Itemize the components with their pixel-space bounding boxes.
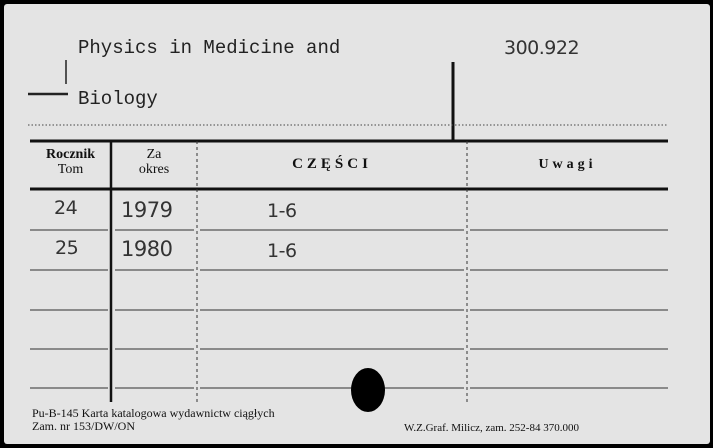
row-2-okres: 1980: [121, 237, 173, 261]
title-line-1: Physics in Medicine and: [78, 37, 341, 59]
catalog-card: [4, 4, 710, 444]
header-rocznik: Rocznik: [46, 147, 95, 162]
header-za-okres: [111, 147, 197, 177]
card-rules: [4, 4, 710, 444]
title-line-2: Biology: [78, 88, 158, 110]
header-rocznik-tom: [30, 147, 111, 177]
row-1-tom: 24: [54, 197, 78, 219]
header-za: Za: [146, 147, 162, 162]
header-czesci: CZĘŚCI: [292, 156, 372, 172]
header-uwagi: Uwagi: [538, 157, 597, 172]
row-1-okres: 1979: [121, 198, 173, 222]
call-number: 300.922: [504, 37, 580, 59]
header-okres: okres: [138, 162, 170, 177]
header-tom: Tom: [57, 162, 84, 177]
row-1-czesci: 1-6: [267, 200, 297, 222]
footer-line-1: Pu-B-145 Karta katalogowa wydawnictw ciągłych: [32, 406, 275, 420]
punch-hole: [351, 368, 385, 412]
footer-line-2-right: W.Z.Graf. Milicz, zam. 252-84 370.000: [404, 422, 579, 434]
footer-line-2-left: Zam. nr 153/DW/ON: [32, 419, 135, 433]
row-2-czesci: 1-6: [267, 240, 297, 262]
row-2-tom: 25: [55, 237, 79, 259]
